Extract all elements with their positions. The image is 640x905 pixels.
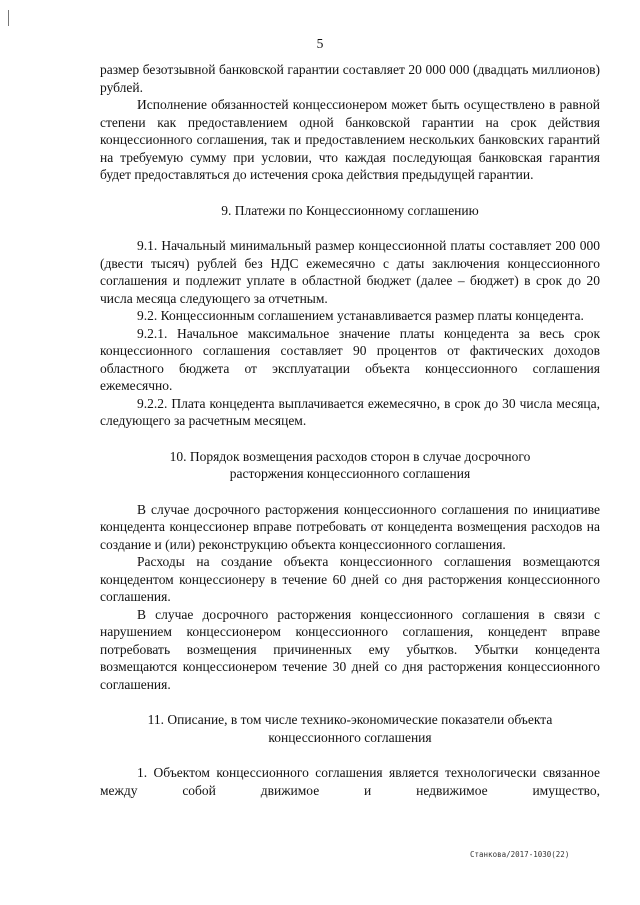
scan-mark [8,10,9,26]
clause-10-p3: В случае досрочного расторжения концессионного соглашения в связи с нарушением концессионером концессионного соглашения, концедент вправе потребовать возмещения причиненных ему убытков. Убытки концедента возмещаются концессионером течение 30 дней со дня расторжения концессионного соглашения. [100,606,600,692]
section-heading-10-line-1: 10. Порядок возмещения расходов сторон в случае досрочного [169,448,531,464]
page-number: 5 [316,36,324,51]
paragraph-guarantee-execution: Исполнение обязанностей концессионером может быть осуществлено в равной степени как предоставлением одной банковской гарантии на срок действия концессионного соглашения, так и предоставлением нескольких банковских гарантий на требуемую сумму при условии, что каждая последующая банковская гарантия будет предоставляться до истечения срока действия предыдущей гарантии. [100,97,600,182]
clause-10-p2: Расходы на создание объекта концессионного соглашения возмещаются концедентом концессионеру в течение 60 дней со дня расторжения концессионного соглашения. [100,554,600,604]
clause-9-2: 9.2. Концессионным соглашением устанавливается размер платы концедента. [137,308,584,323]
document-footer-code: Станкова/2017-1030(22) [470,850,570,859]
clause-9-2-2: 9.2.2. Плата концедента выплачивается ежемесячно, в срок до 30 числа месяца, следующего за расчетным месяцем. [100,395,600,428]
document-body [100,58,600,799]
section-heading-10-line-2: расторжения концессионного соглашения [229,466,471,481]
section-heading-11-line-1: 11. Описание, в том числе технико-экономические показатели объекта [147,712,553,727]
clause-10-p1: В случае досрочного расторжения концессионного соглашения по инициативе концедента концессионер вправе потребовать от концедента возмещения расходов на создание и (или) реконструкцию объекта концессионного соглашения. [100,501,600,552]
paragraph-guarantee-amount: размер безотзывной банковской гарантии составляет 20 000 000 (двадцать миллионов) рублей. [100,62,600,95]
section-heading-9: 9. Платежи по Концессионному соглашению [221,202,479,218]
clause-9-1: 9.1. Начальный минимальный размер концессионной платы составляет 200 000 (двести тысяч) рублей без НДС ежемесячно с даты заключения концессионного соглашения и подлежит уплате в областной бюджет (далее – бюджет) в срок до 20 числа месяца следующего за отчетным. [100,238,600,306]
clause-9-2-1: 9.2.1. Начальное максимальное значение платы концедента за весь срок концессионного соглашения составляет 90 процентов от фактических доходов областного бюджета от эксплуатации объекта концессионного соглашения ежемесячно. [100,325,600,393]
clause-11-1: 1. Объектом концессионного соглашения является технологически связанное между собой движимое и недвижимое имущество, [100,765,600,798]
section-heading-11-line-2: концессионного соглашения [268,729,432,745]
